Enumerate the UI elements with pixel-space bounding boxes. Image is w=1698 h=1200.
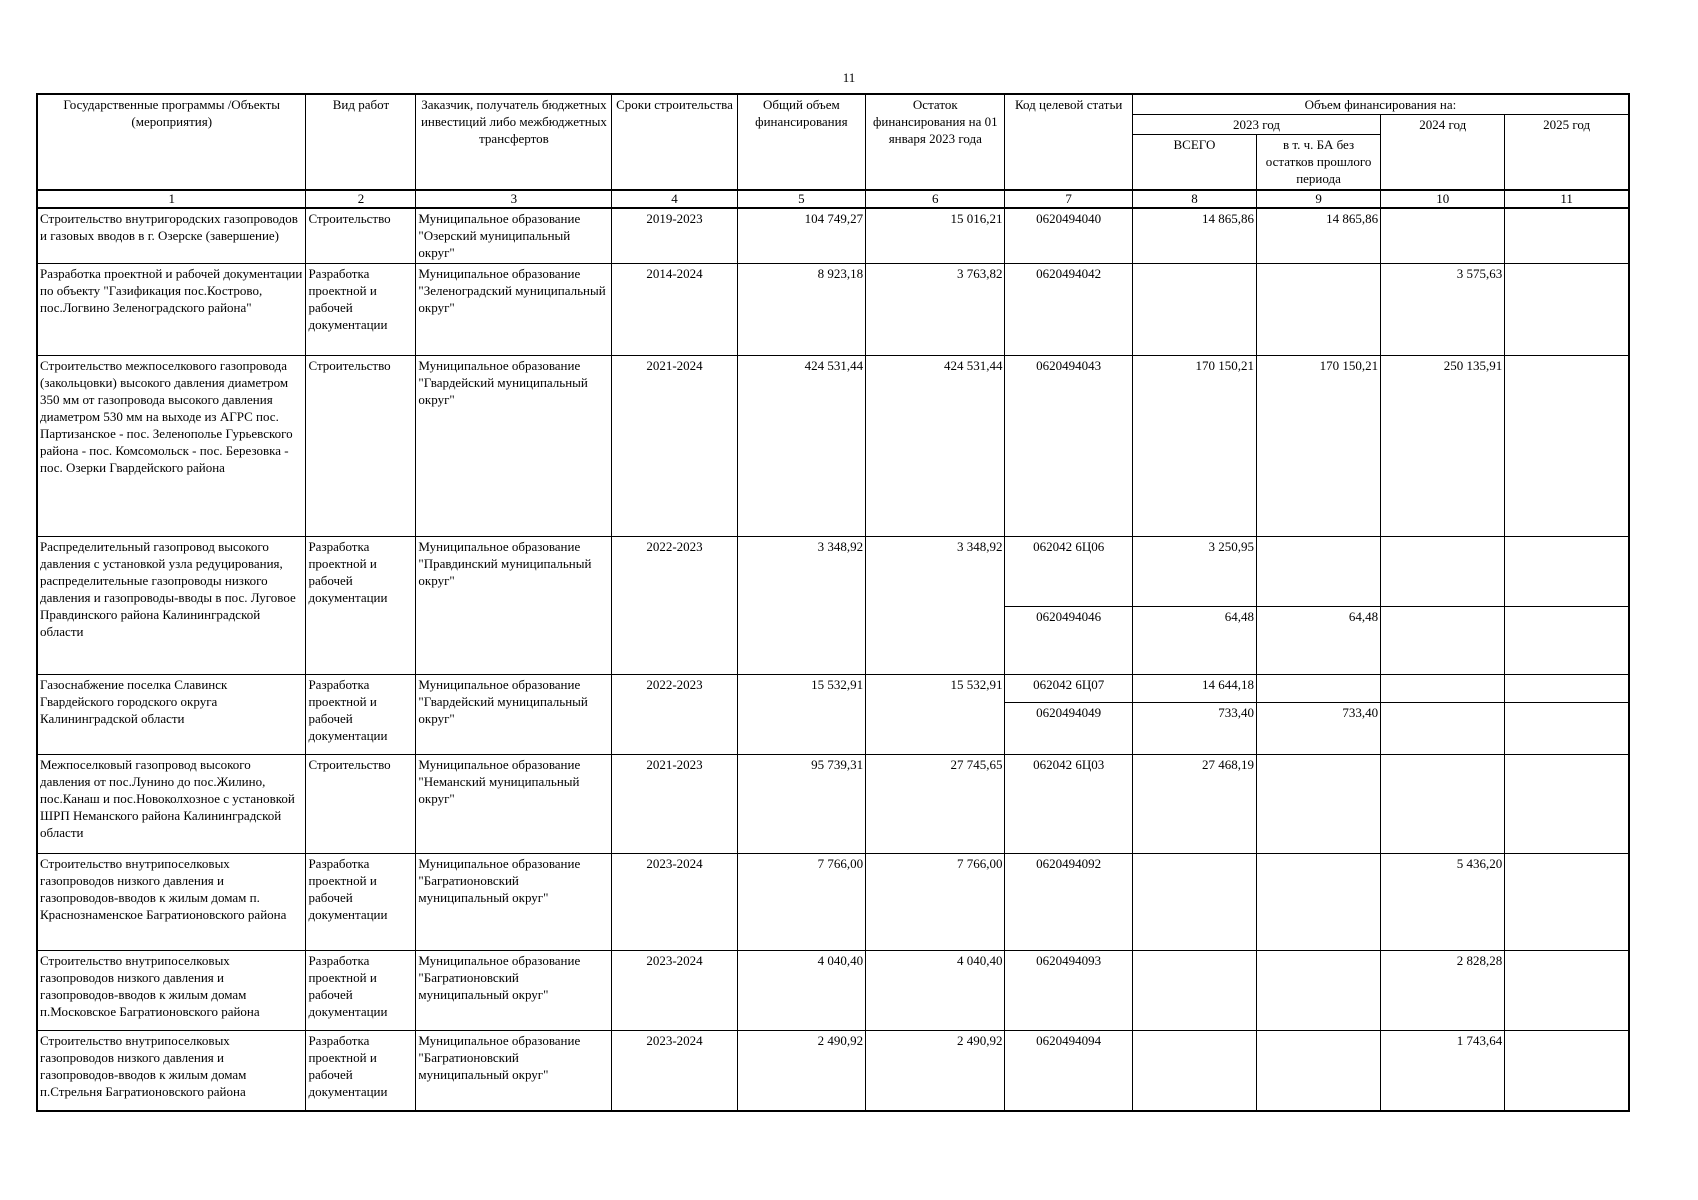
funding-2024 <box>1381 208 1505 264</box>
funding-2024 <box>1381 675 1505 703</box>
total-funding: 8 923,18 <box>737 264 865 356</box>
ba-2023: 170 150,21 <box>1257 356 1381 537</box>
object-name: Разработка проектной и рабочей документации по объекту "Газификация пос.Кострово, пос.Логвино Зеленоградского района" <box>37 264 306 356</box>
customer: Муниципальное образование "Багратионовский муниципальный округ" <box>416 951 612 1031</box>
period: 2023-2024 <box>612 1031 737 1111</box>
code: 0620494094 <box>1005 1031 1132 1111</box>
total-2023: 14 644,18 <box>1132 675 1256 703</box>
customer: Муниципальное образование "Озерский муниципальный округ" <box>416 208 612 264</box>
funding-2024: 2 828,28 <box>1381 951 1505 1031</box>
work-type: Строительство <box>306 356 416 537</box>
funding-2024: 1 743,64 <box>1381 1031 1505 1111</box>
work-type: Разработка проектной и рабочей документации <box>306 537 416 675</box>
col-number: 3 <box>416 190 612 208</box>
header-period: Сроки строительства <box>612 94 737 190</box>
total-2023: 733,40 <box>1132 703 1256 755</box>
period: 2021-2024 <box>612 356 737 537</box>
period: 2014-2024 <box>612 264 737 356</box>
total-funding: 95 739,31 <box>737 755 865 854</box>
object-name: Строительство внутрипоселковых газопроводов низкого давления и газопроводов-вводов к жилым домам п.Московское Багратионовского района <box>37 951 306 1031</box>
funding-2024 <box>1381 607 1505 675</box>
funding-2024: 3 575,63 <box>1381 264 1505 356</box>
ba-2023 <box>1257 755 1381 854</box>
header-incl-ba: в т. ч. БА без остатков прошлого периода <box>1257 135 1381 190</box>
code: 0620494046 <box>1005 607 1132 675</box>
page-number: 11 <box>842 70 856 85</box>
customer: Муниципальное образование "Багратионовский муниципальный округ" <box>416 854 612 951</box>
header-total-2023: ВСЕГО <box>1132 135 1256 190</box>
ba-2023: 14 865,86 <box>1257 208 1381 264</box>
work-type: Разработка проектной и рабочей документации <box>306 1031 416 1111</box>
code: 0620494040 <box>1005 208 1132 264</box>
table-row <box>37 951 1629 1031</box>
header-2025: 2025 год <box>1505 115 1629 190</box>
table-row <box>37 854 1629 951</box>
table-row <box>37 356 1629 537</box>
ba-2023 <box>1257 1031 1381 1111</box>
remaining: 15 532,91 <box>866 675 1005 755</box>
period: 2022-2023 <box>612 675 737 755</box>
total-2023: 170 150,21 <box>1132 356 1256 537</box>
ba-2023: 64,48 <box>1257 607 1381 675</box>
col-number: 4 <box>612 190 737 208</box>
customer: Муниципальное образование "Зеленоградский муниципальный округ" <box>416 264 612 356</box>
funding-2025 <box>1505 951 1629 1031</box>
total-funding: 3 348,92 <box>737 537 865 675</box>
total-funding: 15 532,91 <box>737 675 865 755</box>
work-type: Разработка проектной и рабочей документации <box>306 951 416 1031</box>
funding-2024 <box>1381 703 1505 755</box>
table-row <box>37 208 1629 264</box>
work-type: Разработка проектной и рабочей документации <box>306 675 416 755</box>
funding-2024 <box>1381 755 1505 854</box>
column-number-row <box>37 190 1629 208</box>
object-name: Строительство внутригородских газопроводов и газовых вводов в г. Озерске (завершение) <box>37 208 306 264</box>
total-funding: 4 040,40 <box>737 951 865 1031</box>
total-2023 <box>1132 951 1256 1031</box>
col-number: 11 <box>1505 190 1629 208</box>
funding-2025 <box>1505 537 1629 607</box>
object-name: Распределительный газопровод высокого давления с установкой узла редуцирования, распределительные газопроводы низкого давления и газопроводы-вводы в пос. Луговое Правдинского района Калининградской области <box>37 537 306 675</box>
header-code: Код целевой статьи <box>1005 94 1132 190</box>
col-number: 1 <box>37 190 306 208</box>
ba-2023: 733,40 <box>1257 703 1381 755</box>
remaining: 2 490,92 <box>866 1031 1005 1111</box>
ba-2023 <box>1257 854 1381 951</box>
funding-2025 <box>1505 356 1629 537</box>
work-type: Разработка проектной и рабочей документации <box>306 854 416 951</box>
total-funding: 104 749,27 <box>737 208 865 264</box>
header-work-type: Вид работ <box>306 94 416 190</box>
total-2023: 64,48 <box>1132 607 1256 675</box>
remaining: 27 745,65 <box>866 755 1005 854</box>
financing-table <box>36 93 1630 1112</box>
customer: Муниципальное образование "Багратионовский муниципальный округ" <box>416 1031 612 1111</box>
ba-2023 <box>1257 537 1381 607</box>
code: 0620494043 <box>1005 356 1132 537</box>
remaining: 4 040,40 <box>866 951 1005 1031</box>
object-name: Межпоселковый газопровод высокого давления от пос.Лунино до пос.Жилино, пос.Канаш и пос.Новоколхозное с установкой ШРП Неманского района Калининградской области <box>37 755 306 854</box>
total-2023 <box>1132 1031 1256 1111</box>
customer: Муниципальное образование "Гвардейский муниципальный округ" <box>416 356 612 537</box>
total-2023: 14 865,86 <box>1132 208 1256 264</box>
period: 2022-2023 <box>612 537 737 675</box>
object-name: Газоснабжение поселка Славинск Гвардейского городского округа Калининградской области <box>37 675 306 755</box>
funding-2024: 250 135,91 <box>1381 356 1505 537</box>
period: 2021-2023 <box>612 755 737 854</box>
remaining: 424 531,44 <box>866 356 1005 537</box>
funding-2024: 5 436,20 <box>1381 854 1505 951</box>
code: 062042 6Ц03 <box>1005 755 1132 854</box>
customer: Муниципальное образование "Правдинский муниципальный округ" <box>416 537 612 675</box>
period: 2019-2023 <box>612 208 737 264</box>
ba-2023 <box>1257 951 1381 1031</box>
col-number: 9 <box>1257 190 1381 208</box>
funding-2025 <box>1505 755 1629 854</box>
funding-2025 <box>1505 854 1629 951</box>
period: 2023-2024 <box>612 854 737 951</box>
col-number: 5 <box>737 190 865 208</box>
total-2023 <box>1132 854 1256 951</box>
remaining: 7 766,00 <box>866 854 1005 951</box>
header-customer: Заказчик, получатель бюджетных инвестиций либо межбюджетных трансфертов <box>416 94 612 190</box>
remaining: 3 763,82 <box>866 264 1005 356</box>
code: 062042 6Ц06 <box>1005 537 1132 607</box>
col-number: 2 <box>306 190 416 208</box>
work-type: Строительство <box>306 208 416 264</box>
period: 2023-2024 <box>612 951 737 1031</box>
code: 0620494092 <box>1005 854 1132 951</box>
work-type: Разработка проектной и рабочей документации <box>306 264 416 356</box>
funding-2025 <box>1505 1031 1629 1111</box>
remaining: 15 016,21 <box>866 208 1005 264</box>
total-2023 <box>1132 264 1256 356</box>
funding-2025 <box>1505 208 1629 264</box>
header-2023: 2023 год <box>1132 115 1380 135</box>
col-number: 10 <box>1381 190 1505 208</box>
table-row <box>37 537 1629 607</box>
total-2023: 3 250,95 <box>1132 537 1256 607</box>
code: 0620494049 <box>1005 703 1132 755</box>
header-total-funding: Общий объем финансирования <box>737 94 865 190</box>
code: 0620494042 <box>1005 264 1132 356</box>
table-row <box>37 675 1629 703</box>
header-programs: Государственные программы /Объекты (мероприятия) <box>37 94 306 190</box>
funding-2025 <box>1505 264 1629 356</box>
total-funding: 2 490,92 <box>737 1031 865 1111</box>
customer: Муниципальное образование "Неманский муниципальный округ" <box>416 755 612 854</box>
ba-2023 <box>1257 264 1381 356</box>
total-2023: 27 468,19 <box>1132 755 1256 854</box>
object-name: Строительство внутрипоселковых газопроводов низкого давления и газопроводов-вводов к жилым домам п.Стрельня Багратионовского района <box>37 1031 306 1111</box>
object-name: Строительство внутрипоселковых газопроводов низкого давления и газопроводов-вводов к жилым домам п. Краснознаменское Багратионовского района <box>37 854 306 951</box>
code: 0620494093 <box>1005 951 1132 1031</box>
table-row <box>37 264 1629 356</box>
header-2024: 2024 год <box>1381 115 1505 190</box>
funding-2024 <box>1381 537 1505 607</box>
customer: Муниципальное образование "Гвардейский муниципальный округ" <box>416 675 612 755</box>
table-row <box>37 755 1629 854</box>
table-row <box>37 1031 1629 1111</box>
ba-2023 <box>1257 675 1381 703</box>
total-funding: 7 766,00 <box>737 854 865 951</box>
code: 062042 6Ц07 <box>1005 675 1132 703</box>
funding-2025 <box>1505 607 1629 675</box>
col-number: 7 <box>1005 190 1132 208</box>
col-number: 6 <box>866 190 1005 208</box>
funding-2025 <box>1505 675 1629 703</box>
col-number: 8 <box>1132 190 1256 208</box>
object-name: Строительство межпоселкового газопровода (закольцовки) высокого давления диаметром 350 мм от газопровода высокого давления диаметром 530 мм на выходе из АГРС пос. Партизанское - пос. Зеленополье Гурьевского района - пос. Комсомольск - пос. Березовка - пос. Озерки Гвардейского района <box>37 356 306 537</box>
header-funding: Объем финансирования на: <box>1132 94 1629 115</box>
work-type: Строительство <box>306 755 416 854</box>
funding-2025 <box>1505 703 1629 755</box>
remaining: 3 348,92 <box>866 537 1005 675</box>
header-remaining: Остаток финансирования на 01 января 2023 года <box>866 94 1005 190</box>
total-funding: 424 531,44 <box>737 356 865 537</box>
